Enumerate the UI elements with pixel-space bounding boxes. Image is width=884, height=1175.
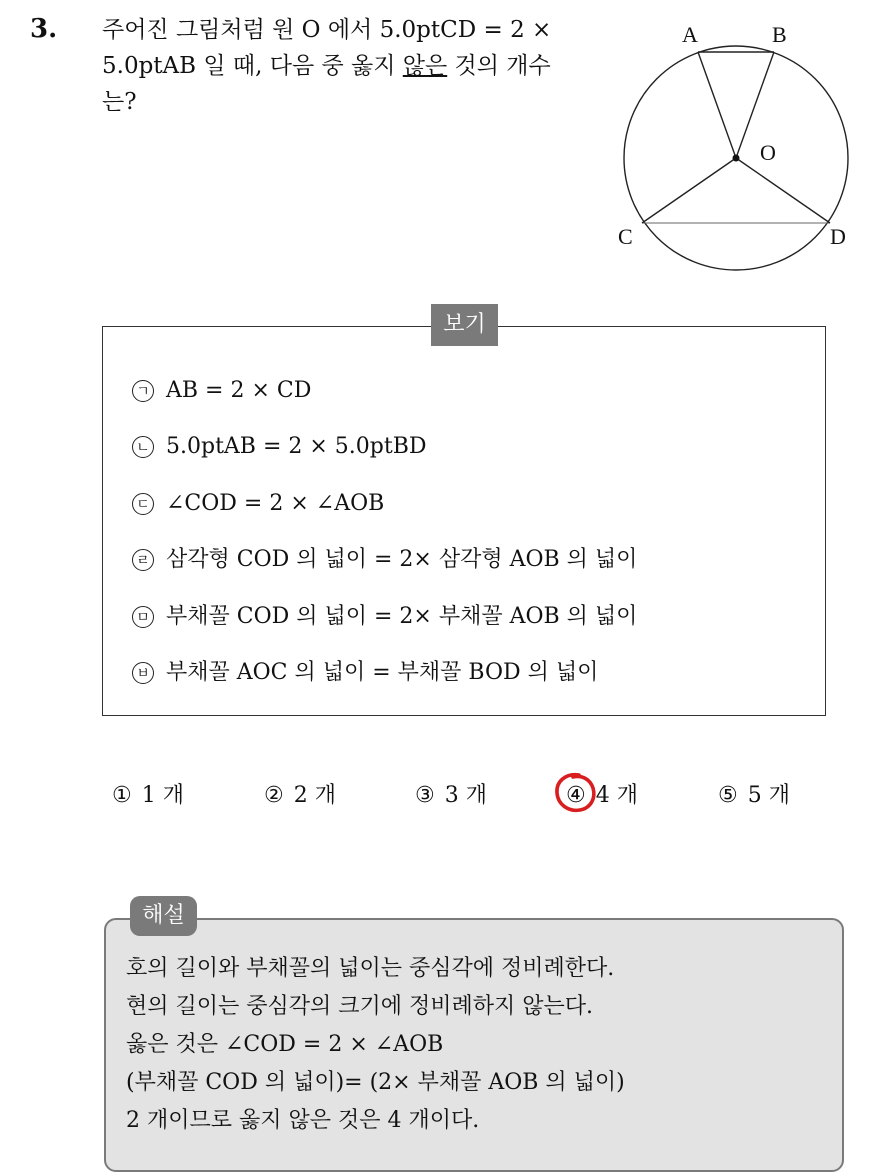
solution-line: 2 개이므로 옳지 않은 것은 4 개이다.: [126, 1108, 480, 1133]
question-number: 3.: [30, 14, 58, 44]
choice-2[interactable]: [264, 780, 336, 812]
underlined-word: 않은: [402, 53, 448, 79]
choice-3[interactable]: [415, 780, 487, 812]
bogi-item-mark: ㄱ: [132, 380, 154, 402]
choice-text: 1 개: [141, 783, 184, 808]
choice-text: 5 개: [747, 783, 790, 808]
question-text: [102, 12, 602, 120]
bogi-item-mark: ㄷ: [132, 493, 154, 515]
bogi-item-text: 부채꼴 AOC 의 넓이 = 부채꼴 BOD 의 넓이: [166, 660, 599, 685]
bogi-item: [132, 376, 311, 406]
bogi-item: [132, 545, 637, 575]
bogi-item: [132, 489, 384, 519]
label-o: O: [760, 140, 776, 165]
bogi-item-text: 5.0ptAB = 2 × 5.0ptBD: [166, 434, 427, 459]
bogi-title: 보기: [431, 304, 498, 346]
bogi-item: [132, 602, 637, 632]
solution-line: 호의 길이와 부채꼴의 넓이는 중심각에 정비례한다.: [126, 956, 615, 981]
choice-number: ①: [112, 783, 132, 808]
bogi-item-mark: ㄴ: [132, 436, 154, 458]
choice-number: ②: [264, 783, 284, 808]
circle-figure: [612, 18, 874, 276]
bogi-item-mark: ㅂ: [132, 662, 154, 684]
choice-5[interactable]: [718, 780, 790, 812]
radius-oc: [642, 158, 736, 223]
bogi-item-text: ∠COD = 2 × ∠AOB: [166, 491, 385, 516]
solution-line: 옳은 것은 ∠COD = 2 × ∠AOB: [126, 1032, 444, 1057]
choice-number: ④: [566, 783, 586, 808]
bogi-item-text: 부채꼴 COD 의 넓이 = 2× 부채꼴 AOB 의 넓이: [166, 604, 638, 629]
radius-oa: [698, 52, 736, 158]
bogi-item-mark: ㅁ: [132, 606, 154, 628]
solution-title: 해설: [130, 896, 197, 936]
bogi-item-text: AB = 2 × CD: [166, 378, 312, 403]
choice-number: ③: [415, 783, 435, 808]
bogi-item: [132, 658, 598, 688]
radius-od: [736, 158, 830, 223]
label-a: A: [682, 22, 698, 47]
choice-number: ⑤: [718, 783, 738, 808]
label-d: D: [830, 224, 846, 249]
question-line-3: 는?: [102, 89, 137, 115]
question-line-2: 5.0ptAB 일 때, 다음 중 옳지 않은 것의 개수: [102, 53, 551, 79]
label-b: B: [772, 22, 787, 47]
answer-circle-mark: [553, 771, 599, 815]
solution-line: 현의 길이는 중심각의 크기에 정비례하지 않는다.: [126, 994, 594, 1019]
label-c: C: [618, 224, 633, 249]
choice-1[interactable]: [112, 780, 184, 812]
choice-text: 2 개: [293, 783, 336, 808]
choice-text: 4 개: [595, 783, 638, 808]
bogi-item-mark: ㄹ: [132, 549, 154, 571]
bogi-item-text: 삼각형 COD 의 넓이 = 2× 삼각형 AOB 의 넓이: [166, 547, 638, 572]
bogi-item: [132, 432, 427, 462]
question-line-1: 주어진 그림처럼 원 O 에서 5.0ptCD = 2 ×: [102, 17, 552, 43]
choice-text: 3 개: [444, 783, 487, 808]
solution-line: (부채꼴 COD 의 넓이)= (2× 부채꼴 AOB 의 넓이): [126, 1070, 625, 1095]
center-point: [733, 155, 740, 162]
